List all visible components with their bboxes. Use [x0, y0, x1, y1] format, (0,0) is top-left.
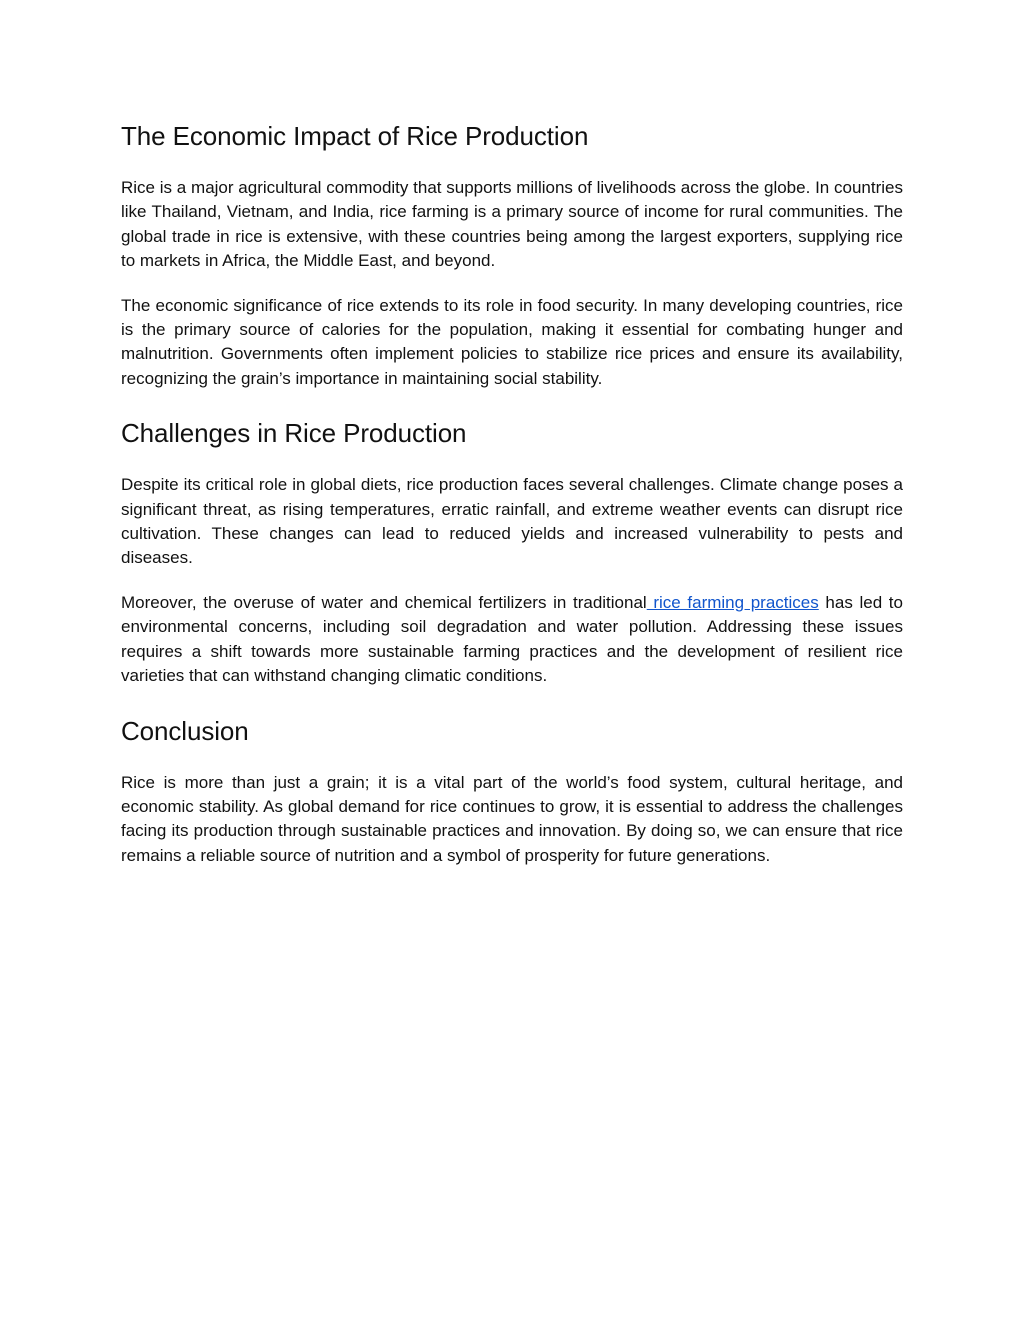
- section-heading-conclusion: Conclusion: [121, 715, 249, 746]
- paragraph-text-after-link: has led to environmental concerns, including soil degradation and water pollution. Addressing these issues requires a shift towards more sustainable farming practices and the development of resilient rice varieties that can withstand changing climatic conditions.: [121, 592, 903, 686]
- paragraph-text-before-link: Moreover, the overuse of water and chemical fertilizers in traditional: [121, 592, 647, 612]
- paragraph-challenges-2: [121, 591, 903, 689]
- paragraph-economic-impact-1: Rice is a major agricultural commodity that supports millions of livelihoods across the globe. In countries like Thailand, Vietnam, and India, rice farming is a primary source of income for rural communities. The global trade in rice is extensive, with these countries being among the largest exporters, supplying rice to markets in Africa, the Middle East, and beyond.: [121, 178, 903, 271]
- document-page: [121, 118, 903, 868]
- paragraph-economic-impact-2: The economic significance of rice extends to its role in food security. In many developing countries, rice is the primary source of calories for the population, making it essential for combating hunger and malnutrition. Governments often implement policies to stabilize rice prices and ensure its availability, recognizing the grain’s importance in maintaining social stability.: [121, 295, 903, 388]
- paragraph-conclusion-1: Rice is more than just a grain; it is a vital part of the world’s food system, cultural heritage, and economic stability. As global demand for rice continues to grow, it is essential to address the challenges facing its production through sustainable practices and innovation. By doing so, we can ensure that rice remains a reliable source of nutrition and a symbol of prosperity for future generations.: [121, 772, 903, 865]
- rice-farming-practices-link[interactable]: rice farming practices: [646, 592, 819, 612]
- paragraph-challenges-1: Despite its critical role in global diets, rice production faces several challenges. Climate change poses a significant threat, as rising temperatures, erratic rainfall, and extreme weather events can disrupt rice cultivation. These changes can lead to reduced yields and increased vulnerability to pests and diseases.: [121, 475, 903, 568]
- section-heading-economic-impact: The Economic Impact of Rice Production: [121, 121, 589, 151]
- section-heading-challenges: Challenges in Rice Production: [121, 418, 467, 449]
